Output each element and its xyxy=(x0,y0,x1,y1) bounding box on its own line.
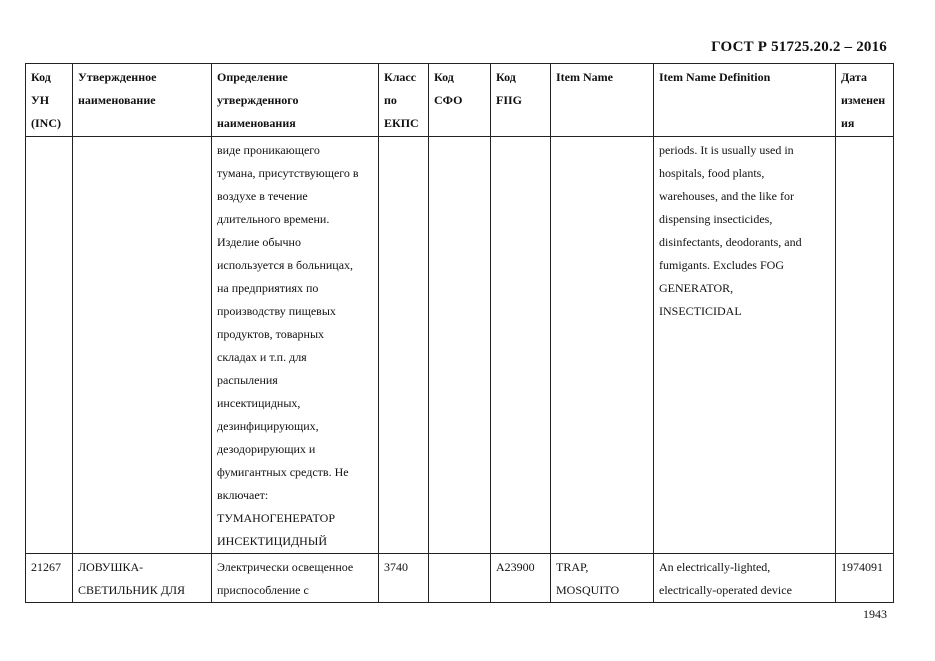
col-date-header: Дата изменен ия xyxy=(836,64,894,137)
col-sfo-header: Код СФО xyxy=(429,64,491,137)
text-line: инсектицидных, xyxy=(217,396,301,410)
page-number: 1943 xyxy=(863,607,887,621)
table-row xyxy=(26,137,894,554)
text-line: виде проникающего xyxy=(217,143,320,157)
cell-definition-en xyxy=(654,137,836,554)
text-line: длительного времени. xyxy=(217,212,330,226)
text-line: фумигантных средств. Не xyxy=(217,465,349,479)
cell-inc: 21267 xyxy=(26,554,73,603)
cell-name: ЛОВУШКА- СВЕТИЛЬНИК ДЛЯ xyxy=(73,554,212,603)
table-row xyxy=(26,554,894,603)
cell-sfo xyxy=(429,554,491,603)
document-header: ГОСТ Р 51725.20.2 – 2016 xyxy=(711,39,887,55)
text-line: hospitals, food plants, xyxy=(659,166,765,180)
text-line: дезинфицирующих, xyxy=(217,419,319,433)
text-line: на предприятиях по xyxy=(217,281,319,295)
text-line: включает: xyxy=(217,488,269,502)
cell-name xyxy=(73,137,212,554)
text-line: INSECTICIDAL xyxy=(659,304,742,318)
text-line: используется в больницах, xyxy=(217,258,354,272)
text-line: fumigants. Excludes FOG xyxy=(659,258,784,272)
col-item-name-header: Item Name xyxy=(551,64,654,137)
col-name-header: Утвержденное наименование xyxy=(73,64,212,137)
col-inc-header: Код УН (INC) xyxy=(26,64,73,137)
col-class-header: Класс по ЕКПС xyxy=(379,64,429,137)
cell-definition-ru xyxy=(212,137,379,554)
text-line: тумана, присутствующего в xyxy=(217,166,359,180)
text-line: складах и т.п. для xyxy=(217,350,307,364)
cell-date: 1974091 xyxy=(836,554,894,603)
text-line: производству пищевых xyxy=(217,304,336,318)
cell-inc xyxy=(26,137,73,554)
cell-date xyxy=(836,137,894,554)
cell-item-name xyxy=(551,137,654,554)
cell-item-name: TRAP, MOSQUITO xyxy=(551,554,654,603)
text-line: disinfectants, deodorants, and xyxy=(659,235,802,249)
cell-fiig: A23900 xyxy=(491,554,551,603)
catalog-table xyxy=(25,63,894,603)
text-line: dispensing insecticides, xyxy=(659,212,773,226)
cell-class xyxy=(379,137,429,554)
text-line: warehouses, and the like for xyxy=(659,189,794,203)
text-line: periods. It is usually used in xyxy=(659,143,794,157)
cell-sfo xyxy=(429,137,491,554)
text-line: воздухе в течение xyxy=(217,189,308,203)
cell-fiig xyxy=(491,137,551,554)
text-line: Изделие обычно xyxy=(217,235,301,249)
text-line: ТУМАНОГЕНЕРАТОР xyxy=(217,511,336,525)
text-line: ИНСЕКТИЦИДНЫЙ xyxy=(217,534,327,548)
col-item-definition-header: Item Name Definition xyxy=(654,64,836,137)
cell-definition-ru: Электрически освещенное приспособление с xyxy=(212,554,379,603)
table-header-row xyxy=(26,64,894,137)
cell-definition-en: An electrically-lighted, electrically-operated device xyxy=(654,554,836,603)
cell-class: 3740 xyxy=(379,554,429,603)
text-line: дезодорирующих и xyxy=(217,442,316,456)
text-line: продуктов, товарных xyxy=(217,327,325,341)
text-line: GENERATOR, xyxy=(659,281,734,295)
text-line: распыления xyxy=(217,373,278,387)
col-fiig-header: Код FIIG xyxy=(491,64,551,137)
col-definition-header: Определение утвержденного наименования xyxy=(212,64,379,137)
